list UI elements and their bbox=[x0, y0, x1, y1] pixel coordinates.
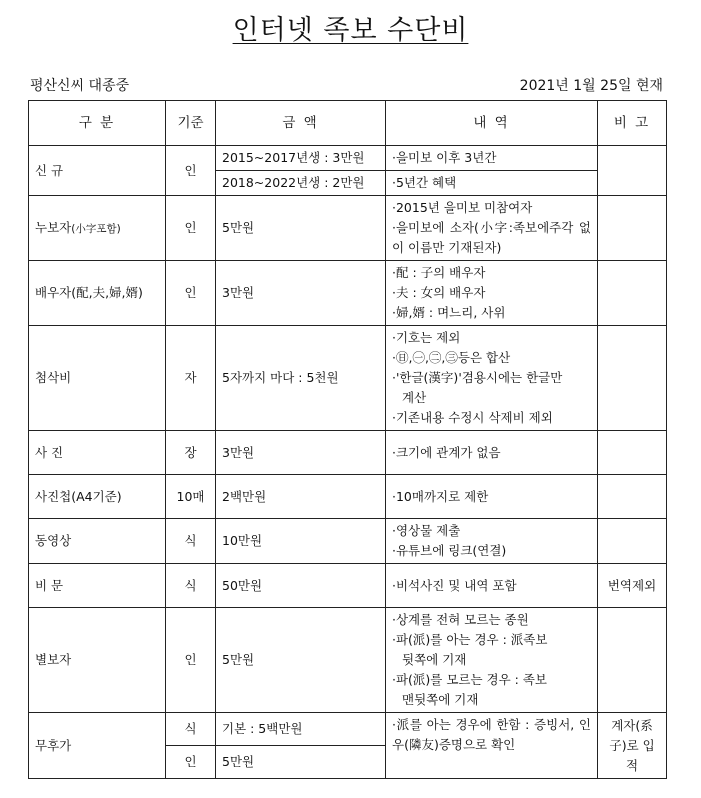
unit-cell: 10매 bbox=[166, 475, 216, 519]
amount-cell: 10만원 bbox=[216, 519, 386, 564]
category-cell: 사진첩(A4기준) bbox=[29, 475, 166, 519]
table-row bbox=[29, 564, 667, 608]
detail-line: ·영상물 제출 bbox=[392, 523, 461, 538]
detail-line: 계산 bbox=[402, 390, 427, 405]
category-cell: 배우자(配,夫,婦,婿) bbox=[29, 261, 166, 326]
amount-cell: 5만원 bbox=[216, 746, 386, 779]
amount-cell: 2백만원 bbox=[216, 475, 386, 519]
organization-name: 평산신씨 대종중 bbox=[30, 78, 130, 94]
document-date: 2021년 1월 25일 현재 bbox=[519, 78, 663, 94]
detail-line: ·'한글(漢字)'겸용시에는 한글만 bbox=[392, 370, 563, 385]
amount-cell: 3만원 bbox=[216, 431, 386, 475]
category-sub: (小字포함) bbox=[71, 222, 121, 235]
remarks-cell bbox=[598, 146, 667, 196]
category-cell: 동영상 bbox=[29, 519, 166, 564]
remarks-cell bbox=[598, 196, 667, 261]
category-cell: 별보자 bbox=[29, 608, 166, 713]
details-cell: ·크기에 관계가 없음 bbox=[386, 431, 598, 475]
fee-table bbox=[28, 100, 667, 779]
header-category: 구 분 bbox=[29, 101, 166, 146]
table-row bbox=[29, 431, 667, 475]
unit-cell: 인 bbox=[166, 608, 216, 713]
remarks-cell bbox=[598, 261, 667, 326]
details-cell bbox=[386, 326, 598, 431]
detail-line: 뒷쪽에 기재 bbox=[402, 652, 467, 667]
amount-cell: 5자까지 마다 : 5천원 bbox=[216, 326, 386, 431]
details-cell: ·5년간 혜택 bbox=[386, 171, 598, 196]
unit-cell: 인 bbox=[166, 146, 216, 196]
details-cell bbox=[386, 519, 598, 564]
amount-cell: 2015~2017년생 : 3만원 bbox=[216, 146, 386, 171]
amount-cell: 2018~2022년생 : 2만원 bbox=[216, 171, 386, 196]
unit-cell: 인 bbox=[166, 261, 216, 326]
detail-line: 맨뒷쪽에 기재 bbox=[402, 692, 479, 707]
amount-cell: 5만원 bbox=[216, 196, 386, 261]
detail-line: ·配 : 子의 배우자 bbox=[392, 265, 486, 280]
unit-cell: 인 bbox=[166, 196, 216, 261]
details-cell bbox=[386, 196, 598, 261]
detail-line: ·을미보에 소자(小字:족보에주각 없이 이름만 기재된자) bbox=[392, 220, 591, 255]
details-cell: ·을미보 이후 3년간 bbox=[386, 146, 598, 171]
category-cell: 첨삭비 bbox=[29, 326, 166, 431]
unit-cell: 식 bbox=[166, 564, 216, 608]
detail-line: ·㊐,㊀,㊁,㊂등은 합산 bbox=[392, 350, 511, 365]
remarks-cell: 계자(系子)로 입적 bbox=[598, 713, 667, 779]
table-row bbox=[29, 196, 667, 261]
category-cell: 비 문 bbox=[29, 564, 166, 608]
table-row bbox=[29, 261, 667, 326]
amount-cell: 기본 : 5백만원 bbox=[216, 713, 386, 746]
detail-line: ·파(派)를 모르는 경우 : 족보 bbox=[392, 672, 548, 687]
detail-line: ·상계를 전혀 모르는 종원 bbox=[392, 612, 529, 627]
detail-line: ·기존내용 수정시 삭제비 제외 bbox=[392, 410, 553, 425]
header-remarks: 비 고 bbox=[598, 101, 667, 146]
detail-line: ·파(派)를 아는 경우 : 派족보 bbox=[392, 632, 548, 647]
unit-cell: 인 bbox=[166, 746, 216, 779]
remarks-cell bbox=[598, 519, 667, 564]
table-row bbox=[29, 326, 667, 431]
detail-line: ·2015년 을미보 미참여자 bbox=[392, 200, 533, 215]
details-cell bbox=[386, 608, 598, 713]
table-row bbox=[29, 713, 667, 746]
details-cell bbox=[386, 261, 598, 326]
details-cell: ·10매까지로 제한 bbox=[386, 475, 598, 519]
amount-cell: 50만원 bbox=[216, 564, 386, 608]
unit-cell: 식 bbox=[166, 519, 216, 564]
header-unit: 기준 bbox=[166, 101, 216, 146]
remarks-cell bbox=[598, 608, 667, 713]
document-title: 인터넷 족보 수단비 bbox=[232, 15, 469, 46]
detail-line: ·유튜브에 링크(연결) bbox=[392, 543, 507, 558]
unit-cell: 식 bbox=[166, 713, 216, 746]
category-cell: 무후가 bbox=[29, 713, 166, 779]
detail-line: ·夫 : 女의 배우자 bbox=[392, 285, 486, 300]
table-row bbox=[29, 475, 667, 519]
table-row bbox=[29, 146, 667, 171]
amount-cell: 5만원 bbox=[216, 608, 386, 713]
remarks-cell bbox=[598, 431, 667, 475]
category-cell bbox=[29, 196, 166, 261]
table-row bbox=[29, 608, 667, 713]
category-main: 누보자 bbox=[35, 219, 72, 235]
unit-cell: 자 bbox=[166, 326, 216, 431]
unit-cell: 장 bbox=[166, 431, 216, 475]
category-cell: 신 규 bbox=[29, 146, 166, 196]
detail-line: ·기호는 제외 bbox=[392, 330, 461, 345]
table-row bbox=[29, 519, 667, 564]
amount-cell: 3만원 bbox=[216, 261, 386, 326]
table-header-row bbox=[29, 101, 667, 146]
details-cell: ·비석사진 및 내역 포함 bbox=[386, 564, 598, 608]
details-cell: ·派를 아는 경우에 한함 : 증빙서, 인우(隣友)증명으로 확인 bbox=[386, 713, 598, 779]
remarks-cell bbox=[598, 475, 667, 519]
remarks-cell bbox=[598, 326, 667, 431]
header-amount: 금 액 bbox=[216, 101, 386, 146]
detail-line: ·婦,婿 : 며느리, 사위 bbox=[392, 305, 506, 320]
header-details: 내 역 bbox=[386, 101, 598, 146]
category-cell: 사 진 bbox=[29, 431, 166, 475]
remarks-cell: 번역제외 bbox=[598, 564, 667, 608]
